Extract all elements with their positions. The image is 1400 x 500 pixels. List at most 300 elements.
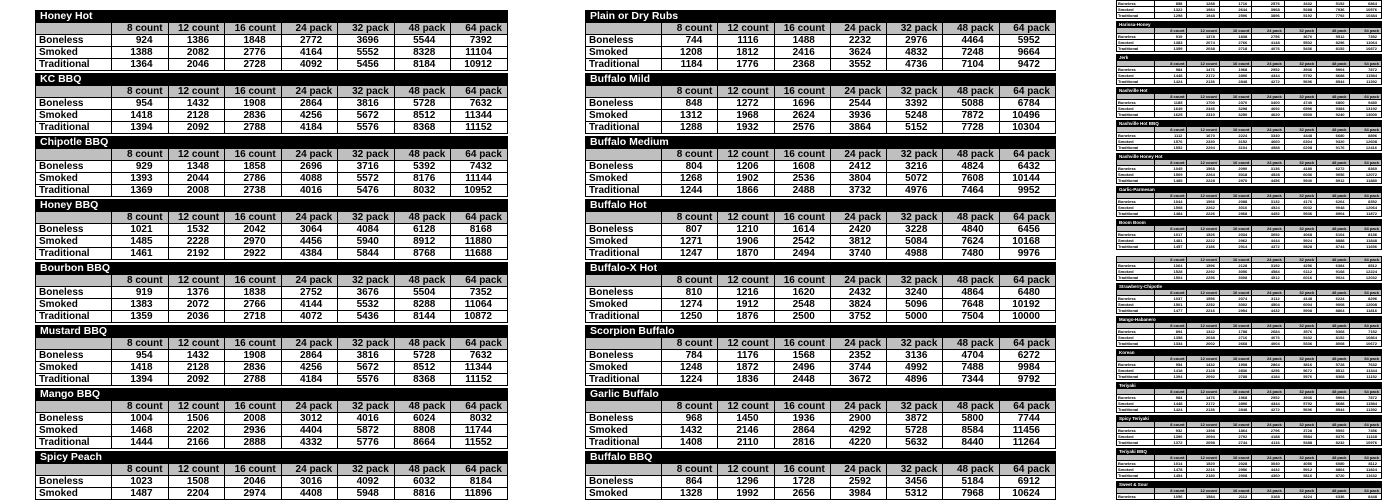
col-header-12-count: 12 count — [1187, 356, 1219, 362]
row-label-boneless: Boneless — [1117, 263, 1155, 269]
row-label-traditional: Traditional — [36, 59, 112, 71]
row-label-smoked: Smoked — [586, 236, 662, 248]
price-cell: 1250 — [662, 311, 718, 323]
price-cell: 2542 — [774, 236, 830, 248]
price-cell: 1485 — [112, 236, 169, 248]
price-cell: 5368 — [1317, 329, 1349, 335]
price-cell: 4360 — [1252, 473, 1284, 479]
price-cell: 1481 — [1155, 238, 1187, 244]
col-header-32-pack: 32 pack — [1284, 389, 1316, 395]
col-header-48-pack: 48 pack — [943, 275, 999, 287]
price-cell: 2330 — [1187, 139, 1219, 145]
price-cell: 2128 — [168, 362, 225, 374]
price-cell: 919 — [112, 287, 169, 299]
col-header-32-pack: 32 pack — [338, 23, 395, 35]
price-cell: 1866 — [718, 185, 774, 197]
col-header-24-pack: 24 pack — [1252, 323, 1284, 329]
price-cell: 4164 — [281, 47, 338, 59]
price-cell: 5828 — [1284, 244, 1316, 250]
price-cell: 10000 — [999, 311, 1055, 323]
price-cell: 5096 — [887, 299, 943, 311]
price-cell: 5728 — [394, 350, 451, 362]
price-cell: 4432 — [1252, 308, 1284, 314]
price-cell: 8896 — [1349, 133, 1381, 139]
price-cell: 4076 — [1252, 46, 1284, 52]
price-cell: 1968 — [1219, 67, 1251, 73]
col-header-64-pack: 64 pack — [1349, 61, 1381, 67]
price-cell: 1432 — [1187, 362, 1219, 368]
col-header-32-pack: 32 pack — [887, 149, 943, 161]
col-header-64-pack: 64 pack — [999, 401, 1055, 413]
price-cell: 2536 — [774, 173, 830, 185]
col-header-12-count: 12 count — [168, 401, 225, 413]
price-cell: 7744 — [999, 413, 1055, 425]
price-cell: 2952 — [1252, 67, 1284, 73]
flavor-table-teriyaki-bbq — [1116, 448, 1382, 479]
row-label-boneless: Boneless — [36, 287, 112, 299]
price-cell: 5904 — [1317, 67, 1349, 73]
price-cell: 1398 — [1187, 428, 1219, 434]
price-cell: 1298 — [1155, 13, 1187, 19]
price-cell: 3936 — [1284, 67, 1316, 73]
col-header-48-pack: 48 pack — [1317, 356, 1349, 362]
table-title: Buffalo Mild — [586, 74, 1056, 86]
price-cell: 4976 — [887, 185, 943, 197]
price-cell: 3716 — [338, 161, 395, 173]
col-header-8-count: 8 count — [1155, 323, 1187, 329]
price-cell: 6032 — [1284, 205, 1316, 211]
price-cell: 4256 — [281, 110, 338, 122]
price-cell: 11344 — [451, 110, 508, 122]
price-cell: 6784 — [999, 98, 1055, 110]
col-header-64-pack: 64 pack — [1349, 455, 1381, 461]
price-cell: 4512 — [1252, 275, 1284, 281]
price-cell: 2848 — [1219, 79, 1251, 85]
price-cell: 2738 — [225, 185, 282, 197]
row-label-traditional: Traditional — [1117, 13, 1155, 19]
price-cell: 1584 — [1187, 494, 1219, 500]
price-cell: 1508 — [1155, 205, 1187, 211]
col-header-8-count: 8 count — [1155, 455, 1187, 461]
table-title: Strawberry-Chipotle — [1117, 284, 1382, 290]
price-cell: 2752 — [281, 287, 338, 299]
price-cell: 1520 — [1187, 461, 1219, 467]
col-header-48-pack: 48 pack — [394, 212, 451, 224]
col-header-32-pack: 32 pack — [887, 86, 943, 98]
price-cell: 2864 — [281, 98, 338, 110]
price-cell: 1501 — [1155, 302, 1187, 308]
price-cell: 8448 — [1349, 494, 1381, 500]
header-spacer — [586, 275, 662, 287]
price-cell: 2922 — [225, 248, 282, 260]
price-cell: 1908 — [1219, 362, 1251, 368]
col-header-8-count: 8 count — [1155, 94, 1187, 100]
price-cell: 4116 — [1252, 440, 1284, 446]
price-cell: 2488 — [774, 185, 830, 197]
price-cell: 3740 — [830, 248, 886, 260]
price-cell: 5728 — [1317, 362, 1349, 368]
price-cell: 3552 — [830, 59, 886, 71]
row-label-traditional: Traditional — [1117, 407, 1155, 413]
row-label-smoked: Smoked — [586, 425, 662, 437]
price-cell: 11264 — [999, 437, 1055, 449]
flavor-table-buffalo-mild — [585, 73, 1056, 134]
col-header-24-pack: 24 pack — [281, 86, 338, 98]
price-cell: 9792 — [999, 374, 1055, 386]
price-cell: 2836 — [1219, 368, 1251, 374]
price-cell: 8368 — [394, 122, 451, 134]
price-cell: 1376 — [168, 287, 225, 299]
col-header-48-pack: 48 pack — [943, 86, 999, 98]
price-cell: 8888 — [1317, 238, 1349, 244]
col-header-12-count: 12 count — [718, 338, 774, 350]
price-cell: 2038 — [1187, 335, 1219, 341]
price-cell: 1812 — [718, 47, 774, 59]
price-cell: 9320 — [1317, 139, 1349, 145]
price-cell: 7936 — [1317, 7, 1349, 13]
col-header-12-count: 12 count — [1187, 422, 1219, 428]
price-cell: 5248 — [887, 110, 943, 122]
price-cell: 11688 — [451, 248, 508, 260]
price-cell: 11152 — [1349, 374, 1381, 380]
col-header-48-pack: 48 pack — [943, 338, 999, 350]
col-header-32-pack: 32 pack — [338, 338, 395, 350]
price-cell: 4176 — [1284, 199, 1316, 205]
col-header-12-count: 12 count — [1187, 94, 1219, 100]
col-header-24-pack: 24 pack — [281, 149, 338, 161]
price-cell: 2420 — [830, 224, 886, 236]
price-cell: 3112 — [1252, 296, 1284, 302]
col-header-16-count: 16 count — [225, 212, 282, 224]
row-label-smoked: Smoked — [1117, 467, 1155, 473]
price-cell: 2962 — [1219, 238, 1251, 244]
col-header-8-count: 8 count — [1155, 422, 1187, 428]
price-cell: 4224 — [1284, 494, 1316, 500]
price-cell: 5672 — [1284, 368, 1316, 374]
pricing-column-middle — [585, 10, 1056, 500]
col-header-8-count: 8 count — [1155, 389, 1187, 395]
col-header-8-count: 8 count — [1155, 226, 1187, 232]
price-cell: 2216 — [1187, 308, 1219, 314]
col-header-64-pack: 64 pack — [451, 86, 508, 98]
price-cell: 8512 — [1317, 368, 1349, 374]
price-cell: 2908 — [1219, 473, 1251, 479]
price-cell: 7632 — [451, 350, 508, 362]
col-header-8-count: 8 count — [1155, 61, 1187, 67]
col-header-8-count: 8 count — [112, 23, 169, 35]
price-cell: 5576 — [338, 374, 395, 386]
row-label-smoked: Smoked — [36, 488, 112, 500]
col-header-16-count: 16 count — [774, 338, 830, 350]
col-header-8-count: 8 count — [662, 86, 718, 98]
col-header-12-count: 12 count — [1187, 455, 1219, 461]
col-header-12-count: 12 count — [168, 275, 225, 287]
col-header-48-pack: 48 pack — [394, 338, 451, 350]
col-header-16-count: 16 count — [225, 338, 282, 350]
price-cell: 2544 — [830, 98, 886, 110]
price-cell: 2222 — [1187, 238, 1219, 244]
price-cell: 8544 — [1317, 407, 1349, 413]
col-header-32-pack: 32 pack — [338, 275, 395, 287]
price-cell: 3804 — [830, 173, 886, 185]
price-cell: 2346 — [1187, 106, 1219, 112]
price-cell: 8368 — [394, 374, 451, 386]
price-cell: 7480 — [943, 248, 999, 260]
row-label-smoked: Smoked — [1117, 205, 1155, 211]
price-cell: 6016 — [1284, 275, 1316, 281]
price-cell: 11632 — [1349, 473, 1381, 479]
col-header-32-pack: 32 pack — [887, 275, 943, 287]
col-header-12-count: 12 count — [168, 86, 225, 98]
col-header-12-count: 12 count — [1187, 290, 1219, 296]
price-cell: 2038 — [1187, 46, 1219, 52]
price-cell: 2448 — [774, 374, 830, 386]
price-cell: 1485 — [1155, 178, 1187, 184]
col-header-24-pack: 24 pack — [830, 275, 886, 287]
col-header-24-pack: 24 pack — [1252, 61, 1284, 67]
price-cell: 3872 — [887, 413, 943, 425]
row-label-smoked: Smoked — [36, 362, 112, 374]
price-cell: 6104 — [1317, 232, 1349, 238]
price-cell: 1902 — [718, 173, 774, 185]
col-header-16-count: 16 count — [225, 149, 282, 161]
price-cell: 1716 — [1219, 1, 1251, 7]
price-cell: 5816 — [1284, 473, 1316, 479]
price-cell: 1364 — [112, 59, 169, 71]
col-header-12-count: 12 count — [1187, 257, 1219, 263]
price-cell: 3824 — [830, 299, 886, 311]
price-cell: 8688 — [1317, 73, 1349, 79]
price-cell: 3676 — [1284, 34, 1316, 40]
table-title: KC BBQ — [36, 74, 508, 86]
price-cell: 8032 — [451, 413, 508, 425]
price-cell: 5696 — [1284, 79, 1316, 85]
price-cell: 2896 — [1219, 401, 1251, 407]
price-cell: 2224 — [1219, 133, 1251, 139]
price-cell: 8912 — [394, 236, 451, 248]
col-header-24-pack: 24 pack — [1252, 356, 1284, 362]
price-cell: 3016 — [1219, 205, 1251, 211]
price-cell: 11456 — [999, 425, 1055, 437]
price-cell: 2718 — [225, 311, 282, 323]
price-cell: 11152 — [451, 122, 508, 134]
table-title: Korean — [1117, 350, 1382, 356]
price-cell: 12416 — [1349, 145, 1381, 151]
price-cell: 2044 — [168, 173, 225, 185]
row-label-traditional: Traditional — [1117, 112, 1155, 118]
row-label-boneless: Boneless — [1117, 1, 1155, 7]
row-label-traditional: Traditional — [36, 122, 112, 134]
price-cell: 4456 — [281, 236, 338, 248]
row-label-traditional: Traditional — [586, 311, 662, 323]
price-cell: 5792 — [1284, 73, 1316, 79]
price-cell: 2058 — [1187, 440, 1219, 446]
flavor-table-garlic-buffalo — [585, 388, 1056, 449]
col-header-48-pack: 48 pack — [394, 86, 451, 98]
flavor-table-harissa-honey — [1116, 21, 1382, 52]
price-cell: 1568 — [1187, 166, 1219, 172]
col-header-64-pack: 64 pack — [1349, 94, 1381, 100]
price-cell: 2094 — [1187, 434, 1219, 440]
col-header-64-pack: 64 pack — [1349, 257, 1381, 263]
col-header-32-pack: 32 pack — [338, 464, 395, 476]
row-label-smoked: Smoked — [1117, 106, 1155, 112]
row-label-boneless: Boneless — [1117, 67, 1155, 73]
price-cell: 5432 — [1284, 335, 1316, 341]
col-header-48-pack: 48 pack — [1317, 160, 1349, 166]
price-cell: 1477 — [1155, 308, 1187, 314]
price-cell: 1448 — [1155, 73, 1187, 79]
col-header-32-pack: 32 pack — [1284, 127, 1316, 133]
row-label-smoked: Smoked — [1117, 401, 1155, 407]
price-cell: 10672 — [1349, 341, 1381, 347]
row-label-traditional: Traditional — [586, 437, 662, 449]
price-cell: 4524 — [1252, 205, 1284, 211]
price-cell: 13000 — [1349, 112, 1381, 118]
price-cell: 10192 — [999, 299, 1055, 311]
price-cell: 10872 — [451, 311, 508, 323]
col-header-24-pack: 24 pack — [830, 86, 886, 98]
price-cell: 4332 — [281, 437, 338, 449]
price-cell: 1476 — [1187, 67, 1219, 73]
price-cell: 3456 — [887, 476, 943, 488]
price-cell: 1700 — [1187, 100, 1219, 106]
row-label-boneless: Boneless — [1117, 362, 1155, 368]
price-cell: 1386 — [168, 35, 225, 47]
price-cell: 1992 — [718, 488, 774, 500]
col-header-16-count: 16 count — [1219, 356, 1251, 362]
flavor-table-buffalo-medium — [585, 136, 1056, 197]
col-header-8-count: 8 count — [112, 275, 169, 287]
flavor-table-mustard-bbq — [35, 325, 508, 386]
price-cell: 11064 — [451, 299, 508, 311]
col-header-64-pack: 64 pack — [1349, 389, 1381, 395]
col-header-64-pack: 64 pack — [1349, 28, 1381, 34]
price-cell: 11064 — [1349, 40, 1381, 46]
price-cell: 7344 — [943, 374, 999, 386]
price-cell: 3936 — [830, 110, 886, 122]
price-cell: 2624 — [774, 110, 830, 122]
price-cell: 1185 — [1155, 100, 1187, 106]
price-cell: 5908 — [1284, 308, 1316, 314]
price-cell: 7352 — [451, 287, 508, 299]
col-header-24-pack: 24 pack — [281, 401, 338, 413]
price-cell: 2796 — [1252, 428, 1284, 434]
price-cell: 1023 — [112, 476, 169, 488]
col-header-32-pack: 32 pack — [1284, 356, 1316, 362]
price-cell: 6912 — [999, 476, 1055, 488]
price-cell: 2786 — [225, 173, 282, 185]
price-cell: 2368 — [774, 59, 830, 71]
price-cell: 5592 — [1317, 428, 1349, 434]
price-cell: 1457 — [1155, 244, 1187, 250]
price-cell: 3136 — [887, 350, 943, 362]
col-header-16-count: 16 count — [225, 86, 282, 98]
price-cell: 5476 — [338, 185, 395, 197]
price-cell: 4148 — [1252, 40, 1284, 46]
price-cell: 12032 — [1349, 275, 1381, 281]
flavor-table-garlic-parmesan — [1116, 186, 1382, 217]
col-header-24-pack: 24 pack — [281, 464, 338, 476]
price-cell: 2216 — [1187, 467, 1219, 473]
col-header-12-count: 12 count — [1187, 160, 1219, 166]
col-header-24-pack: 24 pack — [1252, 422, 1284, 428]
price-cell: 1378 — [1187, 34, 1219, 40]
col-header-32-pack: 32 pack — [1284, 94, 1316, 100]
price-cell: 2228 — [1187, 178, 1219, 184]
col-header-12-count: 12 count — [1187, 389, 1219, 395]
col-header-12-count: 12 count — [1187, 61, 1219, 67]
col-header-16-count: 16 count — [1219, 127, 1251, 133]
price-cell: 954 — [1155, 362, 1187, 368]
col-header-8-count: 8 count — [662, 23, 718, 35]
price-cell: 1216 — [718, 287, 774, 299]
price-cell: 10496 — [999, 110, 1055, 122]
price-cell: 6336 — [1317, 494, 1349, 500]
price-cell: 3936 — [1284, 395, 1316, 401]
col-header-8-count: 8 count — [662, 464, 718, 476]
col-header-8-count: 8 count — [1155, 28, 1187, 34]
col-header-64-pack: 64 pack — [451, 23, 508, 35]
price-cell: 2576 — [1252, 1, 1284, 7]
price-cell: 8288 — [394, 299, 451, 311]
row-label-smoked: Smoked — [1117, 269, 1155, 275]
price-cell: 2864 — [1252, 362, 1284, 368]
price-cell: 4456 — [1252, 178, 1284, 184]
price-cell: 8112 — [1349, 461, 1381, 467]
price-cell: 2974 — [225, 488, 282, 500]
row-label-boneless: Boneless — [36, 98, 112, 110]
price-cell: 1396 — [1155, 434, 1187, 440]
row-label-traditional: Traditional — [1117, 178, 1155, 184]
price-cell: 2956 — [1219, 467, 1251, 473]
price-cell: 3624 — [830, 47, 886, 59]
price-cell: 1312 — [662, 110, 718, 122]
price-cell: 2576 — [774, 122, 830, 134]
row-label-traditional: Traditional — [1117, 211, 1155, 217]
row-label-smoked: Smoked — [586, 362, 662, 374]
row-label-traditional: Traditional — [586, 185, 662, 197]
price-cell: 1045 — [1155, 166, 1187, 172]
row-label-boneless: Boneless — [36, 161, 112, 173]
price-cell: 4272 — [1252, 407, 1284, 413]
price-cell: 1448 — [1155, 401, 1187, 407]
table-title: Plain or Dry Rubs — [586, 11, 1056, 23]
price-cell: 6500 — [1284, 112, 1316, 118]
price-cell: 8168 — [451, 224, 508, 236]
col-header-24-pack: 24 pack — [1252, 193, 1284, 199]
price-cell: 2412 — [830, 161, 886, 173]
price-cell: 4452 — [1252, 211, 1284, 217]
price-cell: 1444 — [112, 437, 169, 449]
price-cell: 1936 — [774, 413, 830, 425]
price-cell: 11584 — [1349, 73, 1381, 79]
price-cell: 8136 — [1349, 232, 1381, 238]
price-cell: 864 — [662, 476, 718, 488]
header-spacer — [586, 464, 662, 476]
price-cell: 2656 — [774, 488, 830, 500]
price-cell: 2500 — [774, 311, 830, 323]
price-cell: 1224 — [662, 374, 718, 386]
price-cell: 1620 — [774, 287, 830, 299]
price-cell: 4144 — [281, 299, 338, 311]
col-header-64-pack: 64 pack — [1349, 127, 1381, 133]
price-cell: 1017 — [1155, 232, 1187, 238]
price-cell: 1014 — [1155, 461, 1187, 467]
price-cell: 3732 — [830, 185, 886, 197]
price-cell: 3064 — [281, 224, 338, 236]
col-header-48-pack: 48 pack — [1317, 94, 1349, 100]
